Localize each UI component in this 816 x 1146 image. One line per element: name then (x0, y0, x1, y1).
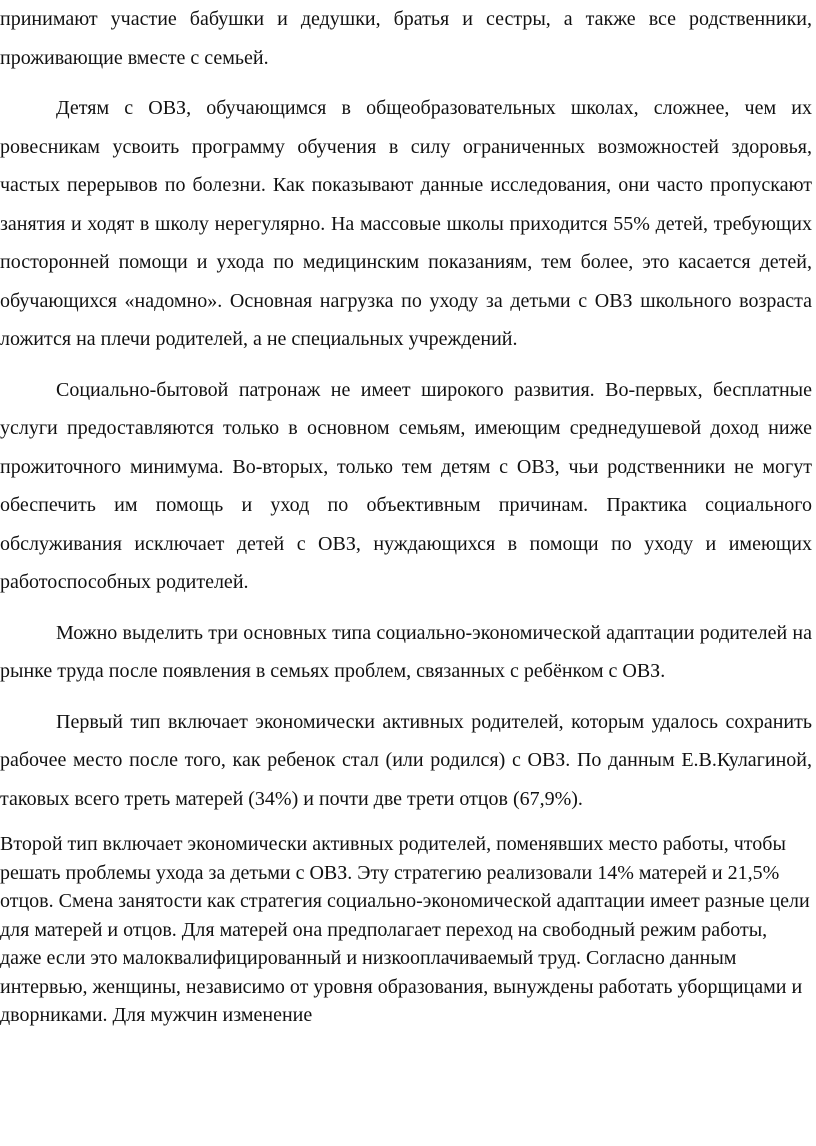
paragraph-gap (0, 77, 816, 89)
paragraph-continuation: принимают участие бабушки и дедушки, братья и сестры, а также все родственники, проживающие вместе с семьей. (0, 8, 812, 69)
paragraph-adaptation-types: Можно выделить три основных типа социально-экономической адаптации родителей на рынке труда после появления в семьях проблем, связанных с ребёнком с ОВЗ. (0, 621, 812, 682)
paragraph-social-patronage: Социально-бытовой патронаж не имеет широкого развития. Во-первых, бесплатные услуги предоставляются только в основном семьям, имеющим среднедушевой доход ниже прожиточного минимума. Во-вторых, только тем детям с ОВЗ, чьи родственники не могут обеспечить им помощь и уход по объективным причинам. Практика социального обслуживания исключает детей с ОВЗ, нуждающихся в помощи по уходу и имеющих работоспособных родителей. (0, 378, 812, 593)
paragraph-children-ovz: Детям с ОВЗ, обучающимся в общеобразовательных школах, сложнее, чем их ровесникам усвоить программу обучения в силу ограниченных возможностей здоровья, частых перерывов по болезни. Как показывают данные исследования, они часто пропускают занятия и ходят в школу нерегулярно. На массовые школы приходится 55% детей, требующих посторонней помощи и ухода по медицинским показаниям, тем более, это касается детей, обучающихся «надомно». Основная нагрузка по уходу за детьми с ОВЗ школьного возраста ложится на плечи родителей, а не специальных учреждений. (0, 97, 812, 350)
paragraph-gap (0, 602, 816, 614)
paragraph-second-type: Второй тип включает экономически активных родителей, поменявших место работы, чтобы решать проблемы ухода за детьми с ОВЗ. Эту стратегию реализовали 14% матерей и 21,5% отцов. Смена занятости как стратегия социально-экономической адаптации имеет разные цели для матерей и отцов. Для матерей она предполагает переход на свободный режим работы, даже если это малоквалифицированный и низкооплачиваемый труд. Согласно данным интервью, женщины, независимо от уровня образования, вынуждены работать уборщицами и дворниками. Для мужчин изменение (0, 833, 810, 1026)
paragraph-gap (0, 691, 816, 703)
paragraph-gap (0, 359, 816, 371)
paragraph-first-type: Первый тип включает экономически активных родителей, которым удалось сохранить рабочее место после того, как ребенок стал (или родился) с ОВЗ. По данным Е.В.Кулагиной, таковых всего треть матерей (34%) и почти две трети отцов (67,9%). (0, 710, 812, 810)
paragraph-gap (0, 818, 816, 830)
